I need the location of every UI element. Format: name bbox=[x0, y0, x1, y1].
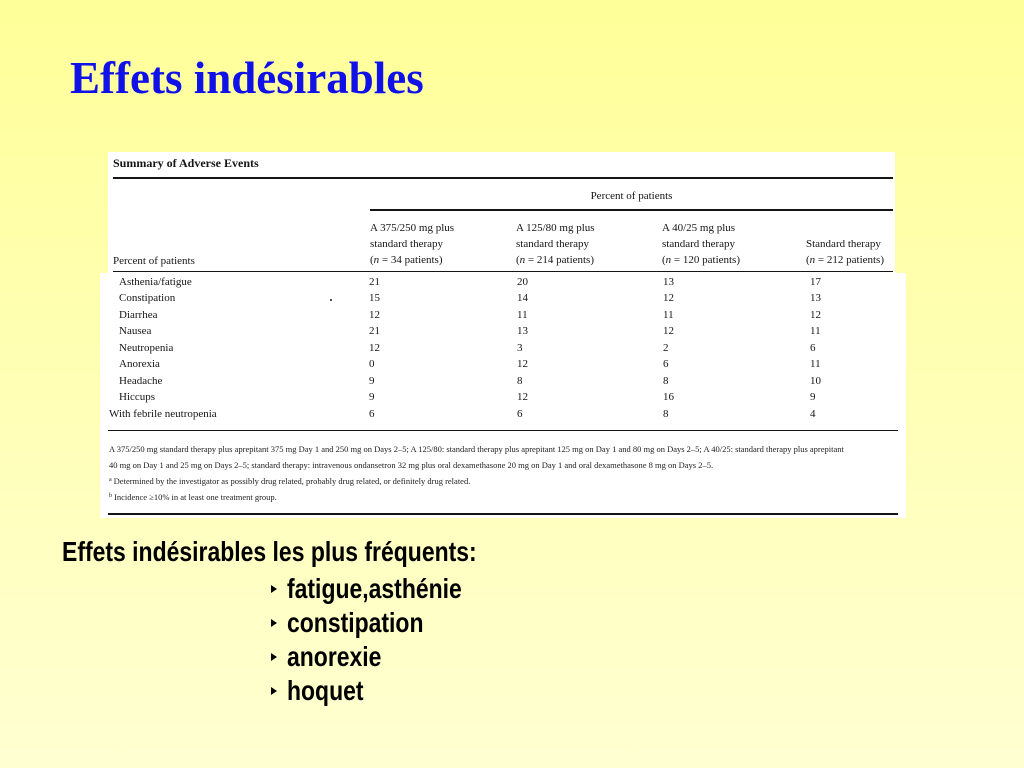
table-body bbox=[100, 274, 906, 423]
triangle-bullet-icon bbox=[271, 687, 277, 695]
table-rule-group bbox=[370, 209, 893, 211]
table-row bbox=[100, 356, 906, 373]
column-header-a125 bbox=[516, 220, 595, 268]
table-row-header: Percent of patients bbox=[113, 255, 195, 267]
column-header-count: (n = 214 patients) bbox=[516, 254, 595, 266]
column-header-line: Standard therapy bbox=[806, 238, 881, 250]
bullet-text: hoquet bbox=[287, 675, 364, 706]
column-header-standard bbox=[806, 220, 884, 268]
column-header-count: (n = 212 patients) bbox=[806, 254, 885, 266]
row-label: Headache bbox=[119, 374, 163, 387]
table-caption: Summary of Adverse Events bbox=[113, 156, 259, 170]
triangle-bullet-icon bbox=[271, 585, 277, 593]
table-rule-header bbox=[113, 271, 893, 272]
cell-a40: 13 bbox=[663, 275, 674, 288]
cell-a375: 9 bbox=[369, 391, 375, 404]
cell-standard: 6 bbox=[810, 341, 816, 354]
footnote-mark: b bbox=[109, 493, 112, 499]
table-group-header: Percent of patients bbox=[590, 190, 673, 202]
table-rule-top bbox=[113, 177, 893, 179]
cell-a40: 11 bbox=[663, 308, 674, 321]
triangle-bullet-icon bbox=[271, 653, 277, 661]
cell-a375: 21 bbox=[369, 275, 380, 288]
row-label: Diarrhea bbox=[119, 308, 158, 321]
cell-a125: 14 bbox=[517, 292, 528, 305]
row-label: Anorexia bbox=[119, 358, 160, 371]
column-header-line: standard therapy bbox=[370, 238, 443, 250]
column-header-line: A 125/80 mg plus bbox=[516, 222, 595, 234]
table-row bbox=[100, 274, 906, 291]
cell-standard: 13 bbox=[810, 292, 821, 305]
table-row bbox=[100, 389, 906, 406]
row-label: Neutropenia bbox=[119, 341, 174, 354]
table-row bbox=[100, 290, 906, 307]
cell-a125: 3 bbox=[517, 341, 523, 354]
column-header-count: (n = 120 patients) bbox=[662, 254, 741, 266]
cell-a40: 2 bbox=[663, 341, 669, 354]
footnote-mark: a bbox=[109, 477, 112, 483]
row-label: Asthenia/fatigue bbox=[119, 275, 192, 288]
row-label: Constipation bbox=[119, 292, 176, 305]
table-rule-bottom bbox=[108, 513, 898, 515]
cell-standard: 11 bbox=[810, 325, 821, 338]
footnote-text: Incidence ≥10% in at least one treatment group. bbox=[114, 492, 277, 502]
row-label: Hiccups bbox=[119, 391, 156, 404]
cell-a125: 13 bbox=[517, 325, 528, 338]
cell-a125: 6 bbox=[517, 407, 523, 420]
cell-a125: 8 bbox=[517, 374, 523, 387]
cell-a375: 0 bbox=[369, 358, 375, 371]
cell-standard: 9 bbox=[810, 391, 816, 404]
cell-standard: 12 bbox=[810, 308, 821, 321]
bullet-text: fatigue,asthénie bbox=[287, 573, 462, 604]
cell-a40: 16 bbox=[663, 391, 674, 404]
column-header-a40 bbox=[662, 220, 740, 268]
column-header-line: standard therapy bbox=[662, 238, 735, 250]
cell-standard: 17 bbox=[810, 275, 821, 288]
column-header-line: A 40/25 mg plus bbox=[662, 222, 736, 234]
cell-a125: 12 bbox=[517, 391, 528, 404]
cell-a375: 9 bbox=[369, 374, 375, 387]
cell-a375: 21 bbox=[369, 325, 380, 338]
cell-a40: 12 bbox=[663, 292, 674, 305]
row-label: With febrile neutropenia bbox=[109, 407, 217, 420]
cell-standard: 10 bbox=[810, 374, 821, 387]
column-header-count: (n = 34 patients) bbox=[370, 254, 443, 266]
table-row bbox=[100, 307, 906, 324]
table-row bbox=[100, 406, 906, 423]
cell-a375: 15 bbox=[369, 292, 380, 305]
cell-a375: 12 bbox=[369, 308, 380, 321]
footnote-text: Determined by the investigator as possibly drug related, probably drug related, or definitely drug related. bbox=[113, 476, 471, 486]
bullet-text: anorexie bbox=[287, 641, 382, 672]
table-row bbox=[100, 340, 906, 357]
cell-a375: 12 bbox=[369, 341, 380, 354]
cell-standard: 4 bbox=[810, 407, 816, 420]
table-row bbox=[100, 373, 906, 390]
cell-a125: 12 bbox=[517, 358, 528, 371]
column-header-line: standard therapy bbox=[516, 238, 589, 250]
cell-a40: 8 bbox=[663, 407, 669, 420]
table-row bbox=[100, 323, 906, 340]
cell-a125: 11 bbox=[517, 308, 528, 321]
column-header-a375 bbox=[370, 220, 454, 268]
footnote-legend-line: 40 mg on Day 1 and 25 mg on Days 2–5; standard therapy: intravenous ondansetron 32 mg plus oral dexamethasone 20 mg on Day 1 and oral dexamethasone 8 mg on Days 2–5. bbox=[109, 460, 714, 470]
cell-a375: 6 bbox=[369, 407, 375, 420]
column-header-line: A 375/250 mg plus bbox=[370, 222, 455, 234]
scan-speck bbox=[330, 299, 332, 301]
triangle-bullet-icon bbox=[271, 619, 277, 627]
cell-a40: 8 bbox=[663, 374, 669, 387]
footnote-b bbox=[109, 489, 277, 507]
cell-a40: 12 bbox=[663, 325, 674, 338]
table-rule-body-end bbox=[108, 430, 898, 431]
cell-standard: 11 bbox=[810, 358, 821, 371]
summary-heading: Effets indésirables les plus fréquents: bbox=[62, 536, 477, 567]
row-label: Nausea bbox=[119, 325, 152, 338]
slide-title: Effets indésirables bbox=[70, 53, 424, 103]
bullet-text: constipation bbox=[287, 607, 424, 638]
cell-a40: 6 bbox=[663, 358, 669, 371]
cell-a125: 20 bbox=[517, 275, 528, 288]
footnote-legend-line: A 375/250 mg standard therapy plus aprepitant 375 mg Day 1 and 250 mg on Days 2–5; A 125/80: standard therapy plus aprepitant 125 mg on Day 1 and 80 mg on Days 2–5; A 40/25: standard therapy plus aprepitant bbox=[109, 444, 844, 454]
